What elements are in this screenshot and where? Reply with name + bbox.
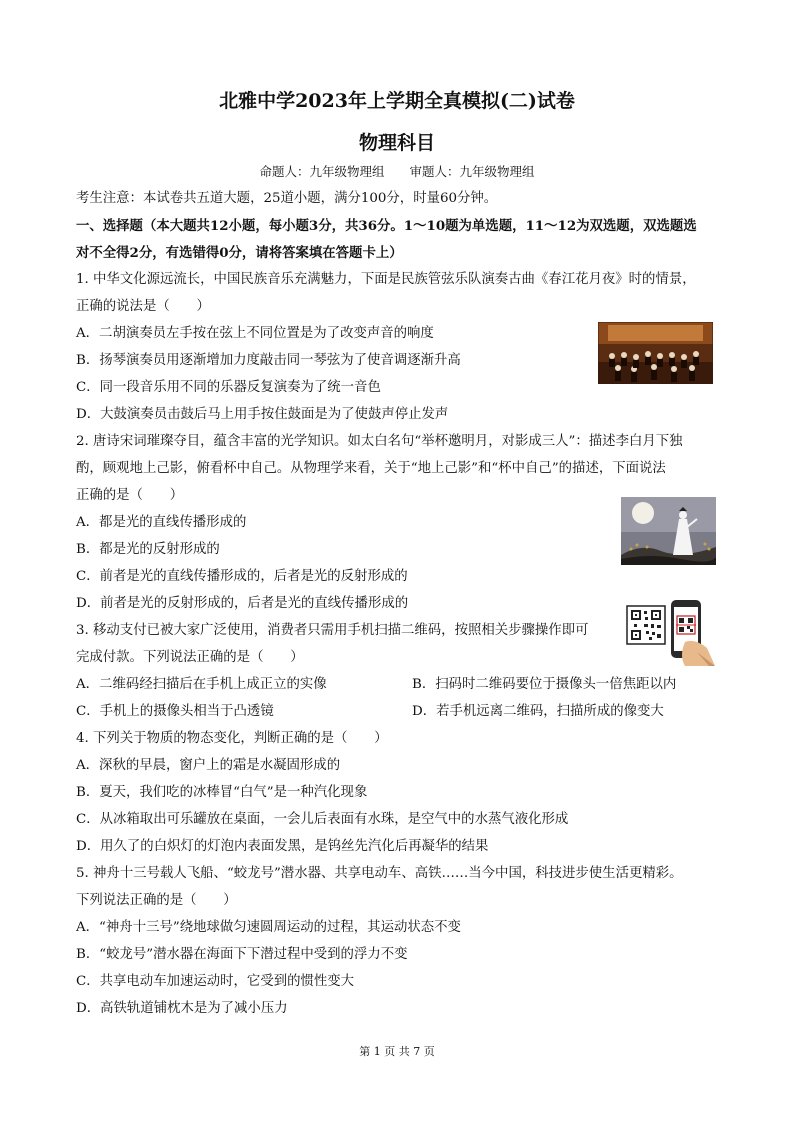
- q3-stem: 3. 移动支付已被大家广泛使用，消费者只需用手机扫描二维码，按照相关步骤操作即可: [76, 623, 589, 638]
- qr-code-phone-illustration: [625, 598, 717, 668]
- q4-option-d: D．用久了的白炽灯的灯泡内表面发黑，是钨丝先汽化后再凝华的结果: [76, 839, 489, 854]
- q2-option-d: D．前者是光的反射形成的，后者是光的直线传播形成的: [76, 596, 409, 611]
- q4-option-c: C．从冰箱取出可乐罐放在桌面，一会儿后表面有水珠，是空气中的水蒸气液化形成: [76, 812, 569, 827]
- section-heading-line1: 一、选择题（本大题共12小题，每小题3分，共36分。1～10题为单选题，11～12为双选题，双选题选: [76, 218, 697, 234]
- q3-option-d: D．若手机远离二维码，扫描所成的像变大: [412, 704, 664, 719]
- section-heading-line2: 对不全得2分，有选错得0分，请将答案填在答题卡上）: [76, 245, 403, 261]
- q2-option-b: B．都是光的反射形成的: [76, 542, 220, 557]
- q1-option-a: A．二胡演奏员左手按在弦上不同位置是为了改变声音的响度: [76, 326, 434, 341]
- q5-stem-cont: 下列说法正确的是（ ）: [76, 893, 237, 908]
- q5-option-b: B．“蛟龙号”潜水器在海面下下潜过程中受到的浮力不变: [76, 947, 408, 962]
- q4-option-b: B．夏天，我们吃的冰棒冒“白气”是一种汽化现象: [76, 785, 368, 800]
- q3-option-c: C．手机上的摄像头相当于凸透镜: [76, 704, 274, 719]
- q5-stem: 5. 神舟十三号载人飞船、“蛟龙号”潜水器、共享电动车、高铁……当今中国，科技进步使生活更精彩。: [76, 866, 683, 881]
- q3-option-a: A．二维码经扫描后在手机上成正立的实像: [76, 677, 327, 692]
- q2-option-a: A．都是光的直线传播形成的: [76, 515, 247, 530]
- q5-option-d: D．高铁轨道铺枕木是为了减小压力: [76, 1001, 288, 1016]
- moon-poet-illustration: [621, 497, 716, 565]
- q3-stem-cont: 完成付款。下列说法正确的是（ ）: [76, 650, 304, 665]
- q1-stem: 1. 中华文化源远流长，中国民族音乐充满魅力，下面是民族管弦乐队演奏古曲《春江花月夜》时的情景，: [76, 272, 696, 287]
- q1-stem-cont: 正确的说法是（ ）: [76, 299, 210, 314]
- q2-stem: 2. 唐诗宋词璀璨夺目，蕴含丰富的光学知识。如太白名句“举杯邀明月，对影成三人”：描述李白月下独: [76, 434, 683, 449]
- q5-option-a: A．“神舟十三号”绕地球做匀速圆周运动的过程，其运动状态不变: [76, 920, 461, 935]
- q1-option-c: C．同一段音乐用不同的乐器反复演奏为了统一音色: [76, 380, 381, 395]
- q4-option-a: A．深秋的早晨，窗户上的霜是水凝固形成的: [76, 758, 341, 773]
- q1-option-d: D．大鼓演奏员击鼓后马上用手按住鼓面是为了使鼓声停止发声: [76, 407, 449, 422]
- exam-title: 北雅中学2023年上学期全真模拟(二)试卷: [219, 90, 575, 112]
- exam-notice: 考生注意：本试卷共五道大题，25道小题，满分100分，时量60分钟。: [76, 191, 498, 206]
- q3-option-b: B．扫码时二维码要位于摄像头一倍焦距以内: [412, 677, 677, 692]
- q1-option-b: B．扬琴演奏员用逐渐增加力度敲击同一琴弦为了使音调逐渐升高: [76, 353, 461, 368]
- page-footer: 第 1 页 共 7 页: [359, 1045, 435, 1058]
- q5-option-c: C．共享电动车加速运动时，它受到的惯性变大: [76, 974, 355, 989]
- q2-stem-cont1: 酌，顾观地上己影，俯看杯中自己。从物理学来看，关于“地上己影”和“杯中自己”的描述，下面说法: [76, 461, 666, 476]
- orchestra-photo: [598, 322, 713, 384]
- q2-stem-cont2: 正确的是（ ）: [76, 488, 184, 503]
- authors-line: 命题人：九年级物理组 审题人：九年级物理组: [259, 164, 535, 179]
- q2-option-c: C．前者是光的直线传播形成的，后者是光的反射形成的: [76, 569, 408, 584]
- q4-stem: 4. 下列关于物质的物态变化，判断正确的是（ ）: [76, 731, 388, 746]
- subject-title: 物理科目: [358, 132, 435, 154]
